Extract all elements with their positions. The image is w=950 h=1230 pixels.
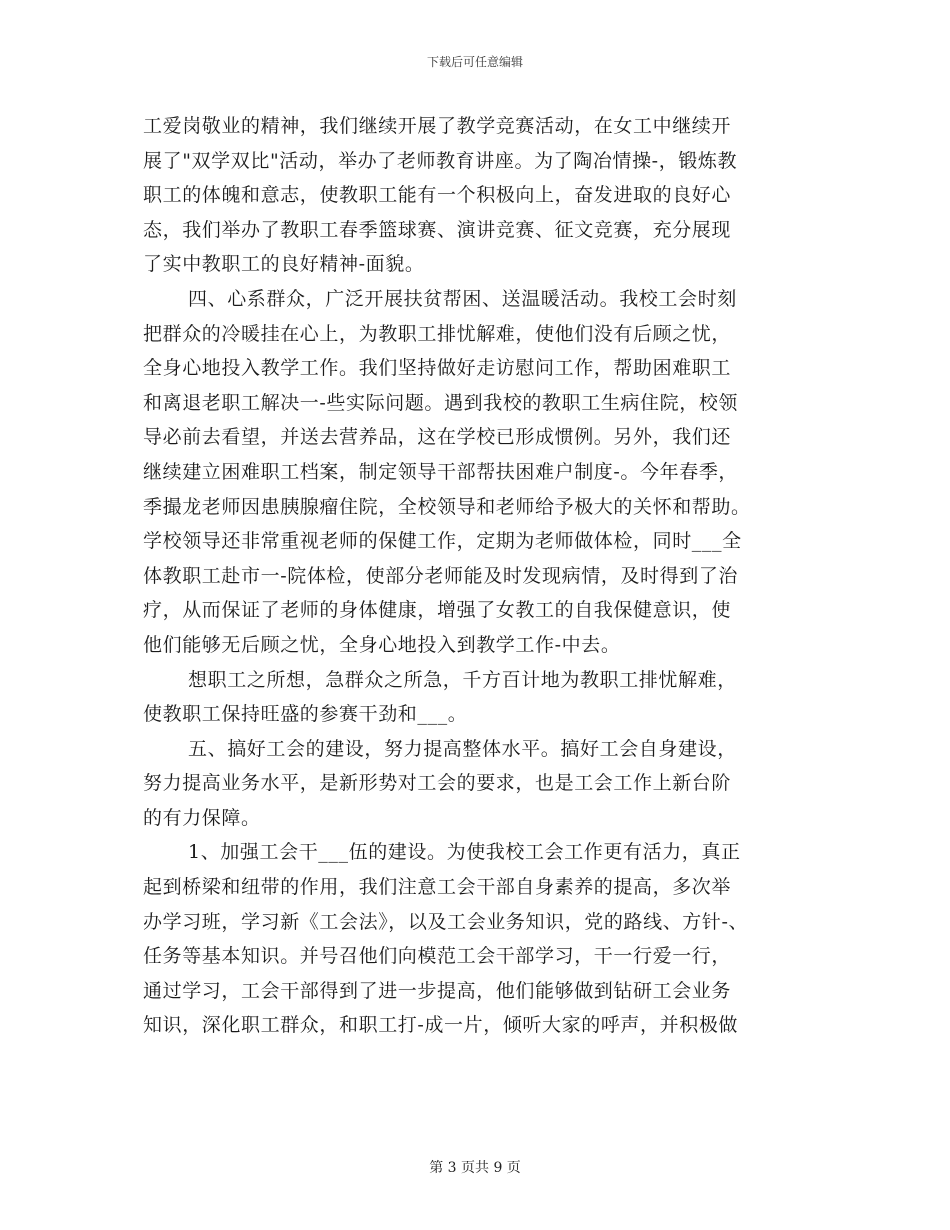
text-line: 1、加强工会干___伍的建设。为使我校工会工作更有活力，真正 [188, 841, 741, 864]
paragraph [143, 732, 823, 836]
text-line: 努力提高业务水平，是新形势对工会的要求，也是工会工作上新台阶 [143, 772, 732, 795]
text-line: 体教职工赴市一-院体检，使部分老师能及时发现病情，及时得到了治 [143, 564, 739, 587]
text-line: 职工的体魄和意志，使教职工能有一个积极向上，奋发进取的良好心 [143, 184, 732, 207]
text-line: 把群众的冷暖挂在心上，为教职工排忧解难，使他们没有后顾之忧， [143, 322, 732, 345]
text-line: 季撮龙老师因患胰腺瘤住院，全校领导和老师给予极大的关怀和帮助。 [143, 495, 751, 518]
text-line: 疗，从而保证了老师的身体健康，增强了女教工的自我保健意识，使 [143, 599, 732, 622]
text-line: 展了"双学双比"活动，举办了老师教育讲座。为了陶冶情操-，锻炼教 [143, 149, 738, 172]
text-line: 通过学习，工会干部得到了进一步提高，他们能够做到钻研工会业务 [143, 979, 732, 1002]
page-header: 下载后可任意编辑 [426, 55, 523, 69]
text-line: 任务等基本知识。并号召他们向模范工会干部学习，干一行爱一行， [143, 945, 732, 968]
text-line: 态，我们举办了教职工春季篮球赛、演讲竞赛、征文竞赛，充分展现 [143, 218, 732, 241]
text-line: 办学习班，学习新《工会法》，以及工会业务知识，党的路线、方针-、 [143, 910, 749, 933]
text-line: 他们能够无后顾之忧，全身心地投入到教学工作-中去。 [143, 633, 621, 656]
text-line: 导必前去看望，并送去营养品，这在学校已形成惯例。另外，我们还 [143, 426, 732, 449]
paragraph [143, 835, 823, 1043]
text-line: 和离退老职工解决一-些实际问题。遇到我校的教职工生病住院，校领 [143, 391, 739, 414]
page-footer: 第 3 页共 9 页 [429, 1160, 521, 1176]
document-body [143, 109, 823, 1043]
text-line: 使教职工保持旺盛的参赛干劲和___。 [143, 703, 468, 726]
text-line: 工爱岗敬业的精神，我们继续开展了教学竞赛活动，在女工中继续开 [143, 115, 732, 137]
text-line: 全身心地投入教学工作。我们坚持做好走访慰问工作，帮助困难职工 [143, 357, 732, 380]
text-line: 五、搞好工会的建设，努力提高整体水平。搞好工会自身建设， [188, 737, 737, 760]
text-line: 知识，深化职工群众，和职工打-成一片，倾听大家的呼声，并积极做 [143, 1014, 739, 1037]
text-line: 想职工之所想，急群众之所急，千方百计地为教职工排忧解难， [188, 668, 737, 691]
text-line: 起到桥梁和纽带的作用，我们注意工会干部自身素养的提高，多次举 [143, 876, 732, 899]
paragraph [143, 282, 823, 663]
text-line: 的有力保障。 [143, 806, 261, 829]
text-line: 继续建立困难职工档案，制定领导干部帮扶困难户制度-。今年春季， [143, 460, 739, 483]
text-line: 了实中教职工的良好精神-面貌。 [143, 253, 425, 276]
text-line: 学校领导还非常重视老师的保健工作，定期为老师做体检，同时___全 [143, 530, 742, 553]
text-line: 四、心系群众，广泛开展扶贫帮困、送温暖活动。我校工会时刻 [188, 287, 737, 310]
paragraph [143, 109, 823, 282]
paragraph [143, 663, 823, 732]
